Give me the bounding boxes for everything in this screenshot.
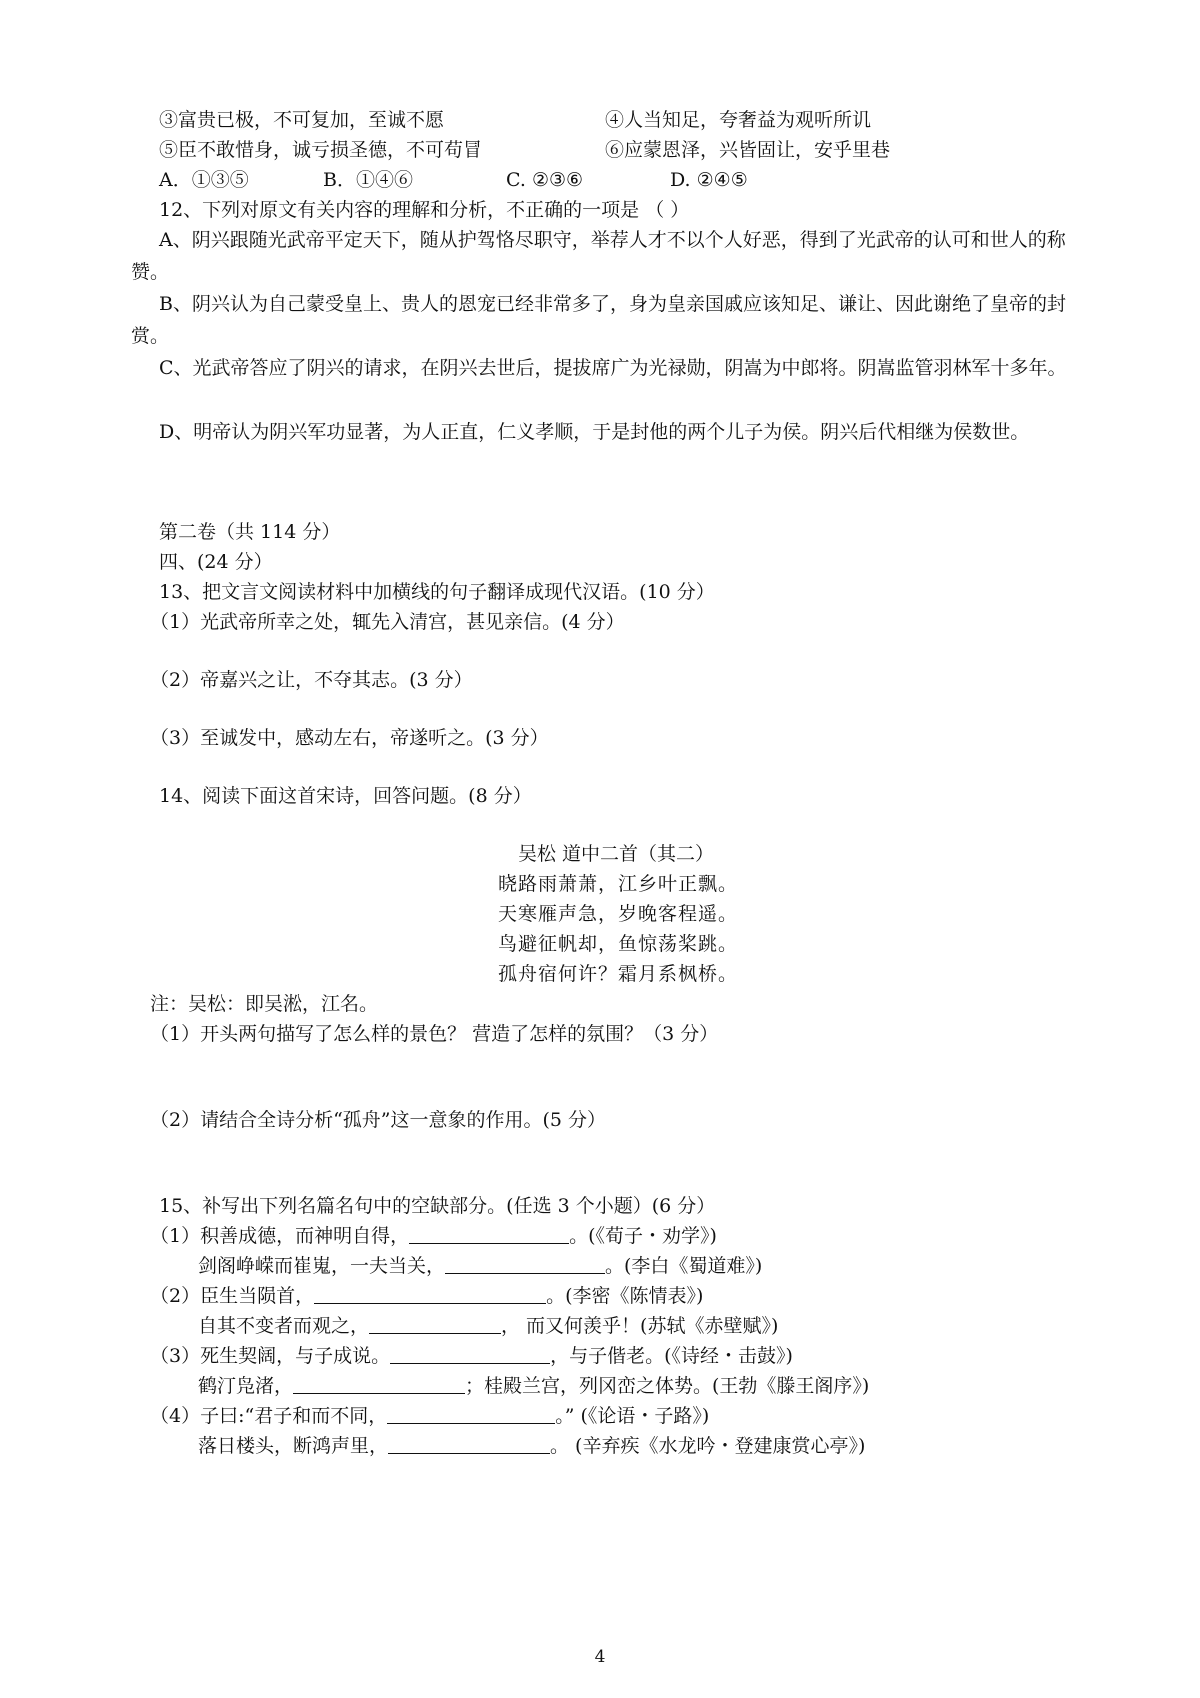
q13-sentence-3: （3）至诚发中，感动左右，帝遂听之。(3 分） (150, 727, 549, 749)
q13-stem: 13、把文言文阅读材料中加横线的句子翻译成现代汉语。(10 分） (159, 581, 715, 603)
q12-option-a (131, 224, 1091, 288)
q13-sentence-1: （1）光武帝所幸之处，辄先入清宫，甚见亲信。(4 分） (150, 611, 625, 633)
q12-option-d-text: D、明帝认为阴兴军功显著，为人正直，仁义孝顺，于是封他的两个儿子为侯。阴兴后代相继为侯数世。 (159, 421, 1030, 443)
q11-item-3: ③富贵已极，不可复加，至诚不愿 (159, 109, 445, 131)
q15-3b-source: ；桂殿兰宫，列冈峦之体势。(王勃《滕王阁序》) (465, 1375, 870, 1397)
q13-sentence-2: （2）帝嘉兴之让，不夺其志。(3 分） (150, 669, 473, 691)
section-four-heading: 四、(24 分） (159, 551, 273, 573)
q15-group-3-line-1 (150, 1342, 793, 1370)
q15-1b-source: 。(李白《蜀道难》) (605, 1255, 763, 1277)
q15-4b-source: 。 (辛弃疾《水龙吟・登建康赏心亭》) (550, 1435, 866, 1457)
fill-blank[interactable] (409, 1223, 569, 1244)
q12-option-b-text: B、阴兴认为自己蒙受皇上、贵人的恩宠已经非常多了，身为皇亲国戚应该知足、谦让、因此谢绝了皇帝的封赏。 (131, 293, 1066, 347)
q15-2a-text: （2）臣生当陨首， (150, 1285, 315, 1307)
q15-2b-source: ， 而又何羡乎！(苏轼《赤壁赋》) (501, 1315, 779, 1337)
q15-group-3-line-2 (198, 1372, 869, 1400)
q12-option-c (131, 352, 1091, 384)
q15-4a-text: （4）子曰:“君子和而不同， (150, 1405, 388, 1427)
q15-1a-text: （1）积善成德，而神明自得， (150, 1225, 410, 1247)
q15-group-2-line-2 (198, 1312, 778, 1340)
q12-stem: 12、下列对原文有关内容的理解和分析，不正确的一项是 （ ） (159, 199, 690, 221)
q11-option-b: B．①④⑥ (323, 169, 413, 191)
q11-item-5: ⑤臣不敢惜身，诚亏损圣德，不可苟冒 (159, 139, 483, 161)
q15-3a-source: ，与子偕老。(《诗经・击鼓》) (550, 1345, 793, 1367)
q11-option-d: D. ②④⑤ (670, 169, 748, 191)
q12-option-a-text: A、阴兴跟随光武帝平定天下，随从护驾恪尽职守，举荐人才不以个人好恶，得到了光武帝的认可和世人的称赞。 (131, 229, 1066, 283)
q15-stem: 15、补写出下列名篇名句中的空缺部分。(任选 3 个小题）(6 分） (159, 1195, 716, 1217)
fill-blank[interactable] (445, 1253, 605, 1274)
q11-item-6: ⑥应蒙恩泽，兴皆固让，安乎里巷 (605, 139, 891, 161)
q14-stem: 14、阅读下面这首宋诗，回答问题。(8 分） (159, 785, 532, 807)
q11-item-4: ④人当知足，夸奢益为观听所讥 (605, 109, 872, 131)
q12-option-c-text: C、光武帝答应了阴兴的请求，在阴兴去世后，提拔席广为光禄勋，阴嵩为中郎将。阴嵩监管羽林军十多年。 (159, 357, 1067, 379)
fill-blank[interactable] (388, 1433, 550, 1454)
poem-note: 注：吴松：即吴淞，江名。 (150, 993, 379, 1015)
q12-option-b (131, 288, 1091, 352)
q12-option-d (131, 416, 1091, 448)
q15-group-4-line-2 (198, 1432, 865, 1460)
q15-2a-source: 。(李密《陈情表》) (546, 1285, 704, 1307)
poem-line-3: 鸟避征帆却，鱼惊荡桨跳。 (498, 933, 739, 955)
q15-3b-text: 鹤汀凫渚， (198, 1375, 294, 1397)
q11-option-c: C. ②③⑥ (506, 169, 584, 191)
poem-title: 吴松 道中二首（其二） (518, 843, 715, 865)
q15-group-1-line-2 (198, 1252, 762, 1280)
poem-line-2: 天寒雁声急，岁晚客程遥。 (498, 903, 739, 925)
fill-blank[interactable] (314, 1283, 546, 1304)
q15-3a-text: （3）死生契阔，与子成说。 (150, 1345, 391, 1367)
part2-title: 第二卷（共 114 分） (159, 521, 341, 543)
fill-blank[interactable] (293, 1373, 465, 1394)
fill-blank[interactable] (387, 1403, 555, 1424)
q15-group-4-line-1 (150, 1402, 709, 1430)
q15-1a-source: 。(《荀子・劝学》) (569, 1225, 717, 1247)
q15-4b-text: 落日楼头，断鸿声里， (198, 1435, 389, 1457)
q15-4a-source: 。” (《论语・子路》) (555, 1405, 710, 1427)
poem-line-4: 孤舟宿何许？霜月系枫桥。 (498, 963, 739, 985)
fill-blank[interactable] (390, 1343, 550, 1364)
q15-1b-text: 剑阁峥嵘而崔嵬，一夫当关， (198, 1255, 446, 1277)
q11-option-a: A．①③⑤ (159, 169, 249, 191)
q15-group-2-line-1 (150, 1282, 703, 1310)
q15-2b-text: 自其不变者而观之， (198, 1315, 370, 1337)
q15-group-1-line-1 (150, 1222, 717, 1250)
q14-sub-question-2: （2）请结合全诗分析“孤舟”这一意象的作用。(5 分） (150, 1109, 607, 1131)
fill-blank[interactable] (369, 1313, 501, 1334)
q14-sub-question-1: （1）开头两句描写了怎么样的景色？ 营造了怎样的氛围？（3 分） (150, 1023, 719, 1045)
page-number: 4 (594, 1647, 606, 1667)
poem-line-1: 晓路雨萧萧，江乡叶正飘。 (498, 873, 739, 895)
